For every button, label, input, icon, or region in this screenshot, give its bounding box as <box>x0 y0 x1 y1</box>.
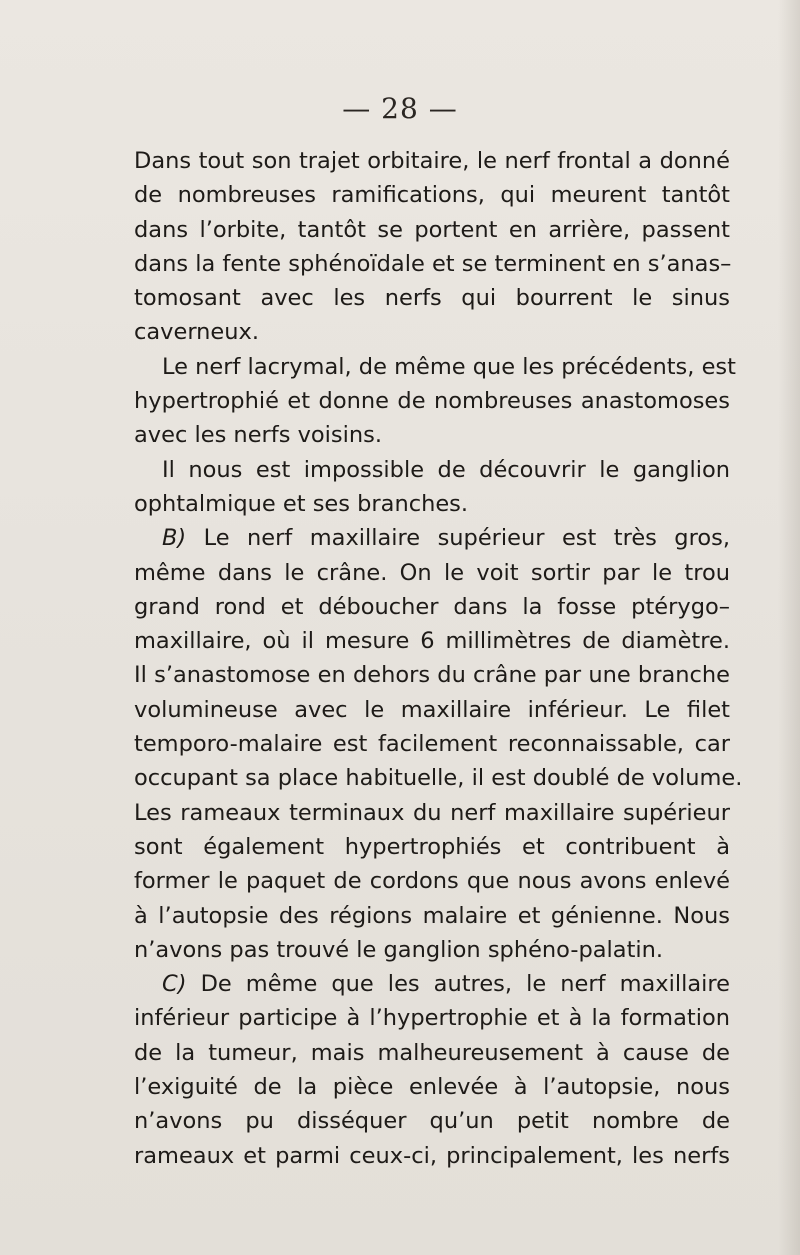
text-line: l’exiguité de la pièce enlevée à l’autopsie, nous <box>134 1074 730 1101</box>
text-line: B) Le nerf maxillaire supérieur est très gros, <box>162 525 730 552</box>
body-text <box>134 144 743 1173</box>
text-line: C) De même que les autres, le nerf maxillaire <box>162 971 730 998</box>
text-line: même dans le crâne. On le voit sortir par le trou <box>134 559 730 586</box>
text-line: tomosant avec les nerfs qui bourrent le sinus <box>134 285 730 312</box>
text-line: caverneux. <box>134 319 260 346</box>
section-marker: B) <box>162 525 187 552</box>
text-line: Il s’anastomose en dehors du crâne par une branche <box>134 662 730 689</box>
text-line: à l’autopsie des régions malaire et génienne. Nous <box>134 902 730 929</box>
text-line: former le paquet de cordons que nous avons enlevé <box>134 868 730 895</box>
text-line: n’avons pas trouvé le ganglion sphéno-palatin. <box>134 936 664 963</box>
text-line: de la tumeur, mais malheureusement à cause de <box>134 1039 730 1066</box>
text-line: de nombreuses ramifications, qui meurent tantôt <box>134 182 730 209</box>
text-line: hypertrophié et donne de nombreuses anastomoses <box>134 388 730 415</box>
text-line: dans la fente sphénoïdale et se terminent en s’anas– <box>134 250 732 277</box>
text-line: sont également hypertrophiés et contribuent à <box>134 833 730 860</box>
text-line: temporo-malaire est facilement reconnaissable, car <box>134 731 730 758</box>
text-line: dans l’orbite, tantôt se portent en arrière, passent <box>134 216 730 243</box>
section-marker: C) <box>162 971 187 998</box>
text-line: ophtalmique et ses branches. <box>134 490 469 517</box>
text-line: n’avons pu disséquer qu’un petit nombre de <box>134 1108 730 1135</box>
text-line: inférieur participe à l’hypertrophie et à la formation <box>134 1005 730 1032</box>
text-line: Le nerf lacrymal, de même que les précédents, est <box>162 353 736 380</box>
text-line: Il nous est impossible de découvrir le ganglion <box>162 456 730 483</box>
text-line: rameaux et parmi ceux-ci, principalement, les nerfs <box>134 1142 730 1169</box>
text-line: Dans tout son trajet orbitaire, le nerf frontal a donné <box>134 148 730 174</box>
text-line: Les rameaux terminaux du nerf maxillaire supérieur <box>134 799 730 826</box>
page-edge-shadow <box>778 0 800 1255</box>
text-line: occupant sa place habituelle, il est doublé de volume. <box>134 765 743 792</box>
text-line: avec les nerfs voisins. <box>134 422 383 449</box>
text-line: grand rond et déboucher dans la fosse ptérygo– <box>134 593 730 620</box>
page-number: — 28 — <box>342 92 458 125</box>
text-line: maxillaire, où il mesure 6 millimètres de diamètre. <box>134 628 730 655</box>
text-line: volumineuse avec le maxillaire inférieur. Le filet <box>134 696 730 723</box>
